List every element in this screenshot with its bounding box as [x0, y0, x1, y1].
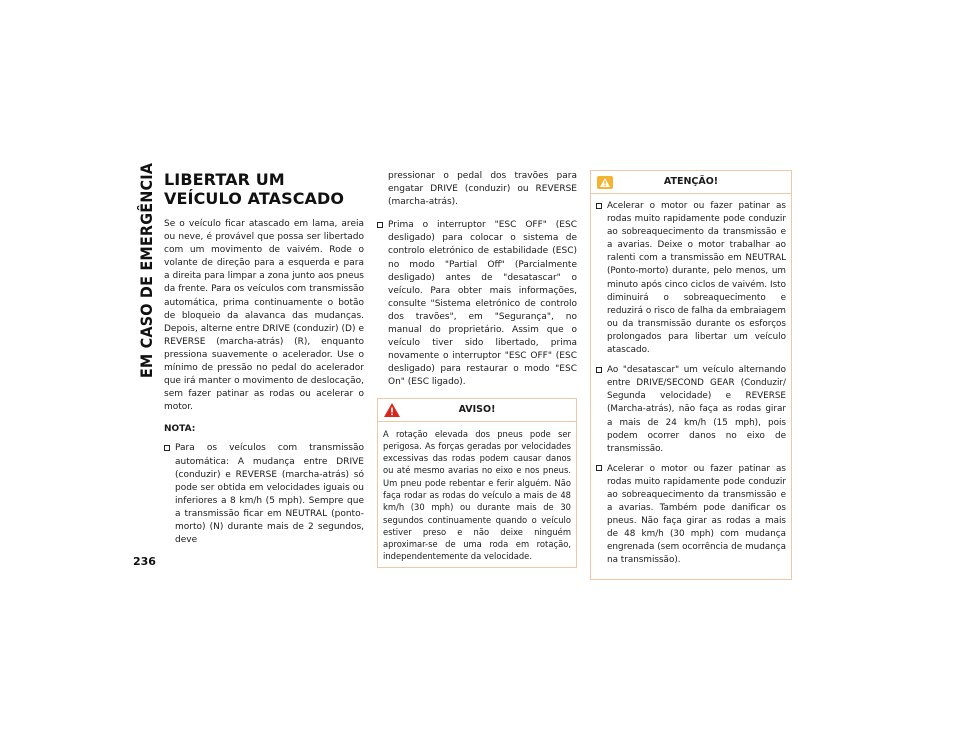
chapter-title: EM CASO DE EMERGÊNCIA [137, 162, 157, 378]
note-item-1-text: Para os veículos com transmissão automática: A mudança entre DRIVE (conduzir) e REVERSE (marcha-atrás) só pode ser obtida em velocidades iguais ou inferiores a 8 km/h (5 mph). Sempre que a transmissão ficar em NEUTRAL (ponto-morto) (N) durante mais de 2 segundos, deve [175, 443, 364, 546]
aviso-header [378, 399, 576, 422]
atencao-item-1-text: Acelerar o motor ou fazer patinar as rodas muito rapidamente pode conduzir ao sobreaquecimento da transmissão e a avarias. Deixe o motor trabalhar ao ralenti com a transmissão em NEUTRAL (Ponto-morto) durante, pelo menos, um minuto após cinco ciclos de vaivém. Isto diminuirá o sobreaquecimento e reduzirá o risco de falha da embraiagem ou da transmissão durante os esforços prolongados para libertar um veículo atascado. [607, 201, 786, 356]
checkbox-bullet-icon [596, 367, 602, 373]
checkbox-bullet-icon [377, 222, 383, 228]
atencao-caution-box [590, 170, 792, 580]
section-title: LIBERTAR UM VEÍCULO ATASCADO [164, 170, 345, 208]
aviso-text: A rotação elevada dos pneus pode ser perigosa. As forças geradas por velocidades excessivas das rodas podem causar danos ou até mesmo avarias no eixo e nos pneus. Um pneu pode rebentar e ferir alguém. Não faça rodar as rodas do veículo a mais de 48 km/h (30 mph) ou durante mais de 30 segundos continuamente quando o veículo estiver preso e não deixe ninguém aproximar-se de uma roda em rotação, independentemente da velocidade. [383, 428, 571, 562]
atencao-item-2 [596, 364, 786, 456]
aviso-title: AVISO! [458, 403, 496, 415]
atencao-item-1 [596, 200, 786, 357]
chapter-sidebar [132, 162, 162, 378]
column-2 [377, 170, 577, 568]
atencao-item-2-text: Ao "desatascar" um veículo alternando entre DRIVE/SECOND GEAR (Conduzir/ Segunda velocidade) e REVERSE (Marcha-atrás), não faça as rodas girar a mais de 24 km/h (15 mph), pois podem ocorrer danos no eixo de transmissão. [607, 365, 786, 454]
column-3 [590, 170, 792, 580]
note-item-2-text: Prima o interruptor "ESC OFF" (ESC desligado) para colocar o sistema de controlo eletrónico de estabilidade (ESC) no modo "Partial Off" (Parcialmente desligado) antes de "desatascar" o veículo. Para obter mais informações, consulte "Sistema eletrónico de controlo dos travões", em "Segurança", no manual do proprietário. Assim que o veículo tiver sido libertado, prima novamente o interruptor "ESC OFF" (ESC desligado) para restaurar o modo "ESC On" (ESC ligado). [388, 220, 577, 388]
page-number: 236 [133, 555, 156, 568]
atencao-body [591, 194, 791, 579]
note-item-1-continued: pressionar o pedal dos travões para engatar DRIVE (conduzir) ou REVERSE (marcha-atrás). [388, 171, 577, 208]
atencao-list [596, 200, 786, 568]
column-1 [164, 170, 364, 555]
note-item-1 [164, 442, 364, 547]
note-list [164, 442, 364, 547]
atencao-header [591, 171, 791, 194]
aviso-body [378, 422, 576, 567]
warning-triangle-icon [383, 402, 401, 418]
note-list-2 [377, 219, 577, 389]
checkbox-bullet-icon [596, 203, 602, 209]
atencao-item-3 [596, 463, 786, 568]
note-label: NOTA: [164, 424, 196, 435]
aviso-warning-box [377, 398, 577, 568]
atencao-item-3-text: Acelerar o motor ou fazer patinar as rodas muito rapidamente pode conduzir ao sobreaquecimento da transmissão e a avarias. Também pode danificar os pneus. Não faça girar as rodas a mais de 48 km/h (30 mph) com mudança engrenada (sem ocorrência de mudança na transmissão). [607, 463, 786, 566]
checkbox-bullet-icon [596, 465, 602, 471]
checkbox-bullet-icon [164, 445, 170, 451]
atencao-title: ATENÇÃO! [663, 176, 719, 187]
note-item-2 [377, 219, 577, 389]
caution-icon [596, 174, 614, 190]
intro-paragraph: Se o veículo ficar atascado em lama, areia ou neve, é provável que possa ser libertado com um movimento de vaivém. Rode o volante de direção para a esquerda e para a direita para limpar a zona junto aos pneus da frente. Para os veículos com transmissão automática, prima continuamente o botão de bloqueio da alavanca das mudanças. Depois, alterne entre DRIVE (conduzir) (D) e REVERSE (marcha-atrás) (R), enquanto pressiona suavemente o acelerador. Use o mínimo de pressão no pedal do acelerador que irá manter o movimento de deslocação, sem fazer patinar as rodas ou acelerar o motor. [164, 219, 364, 413]
